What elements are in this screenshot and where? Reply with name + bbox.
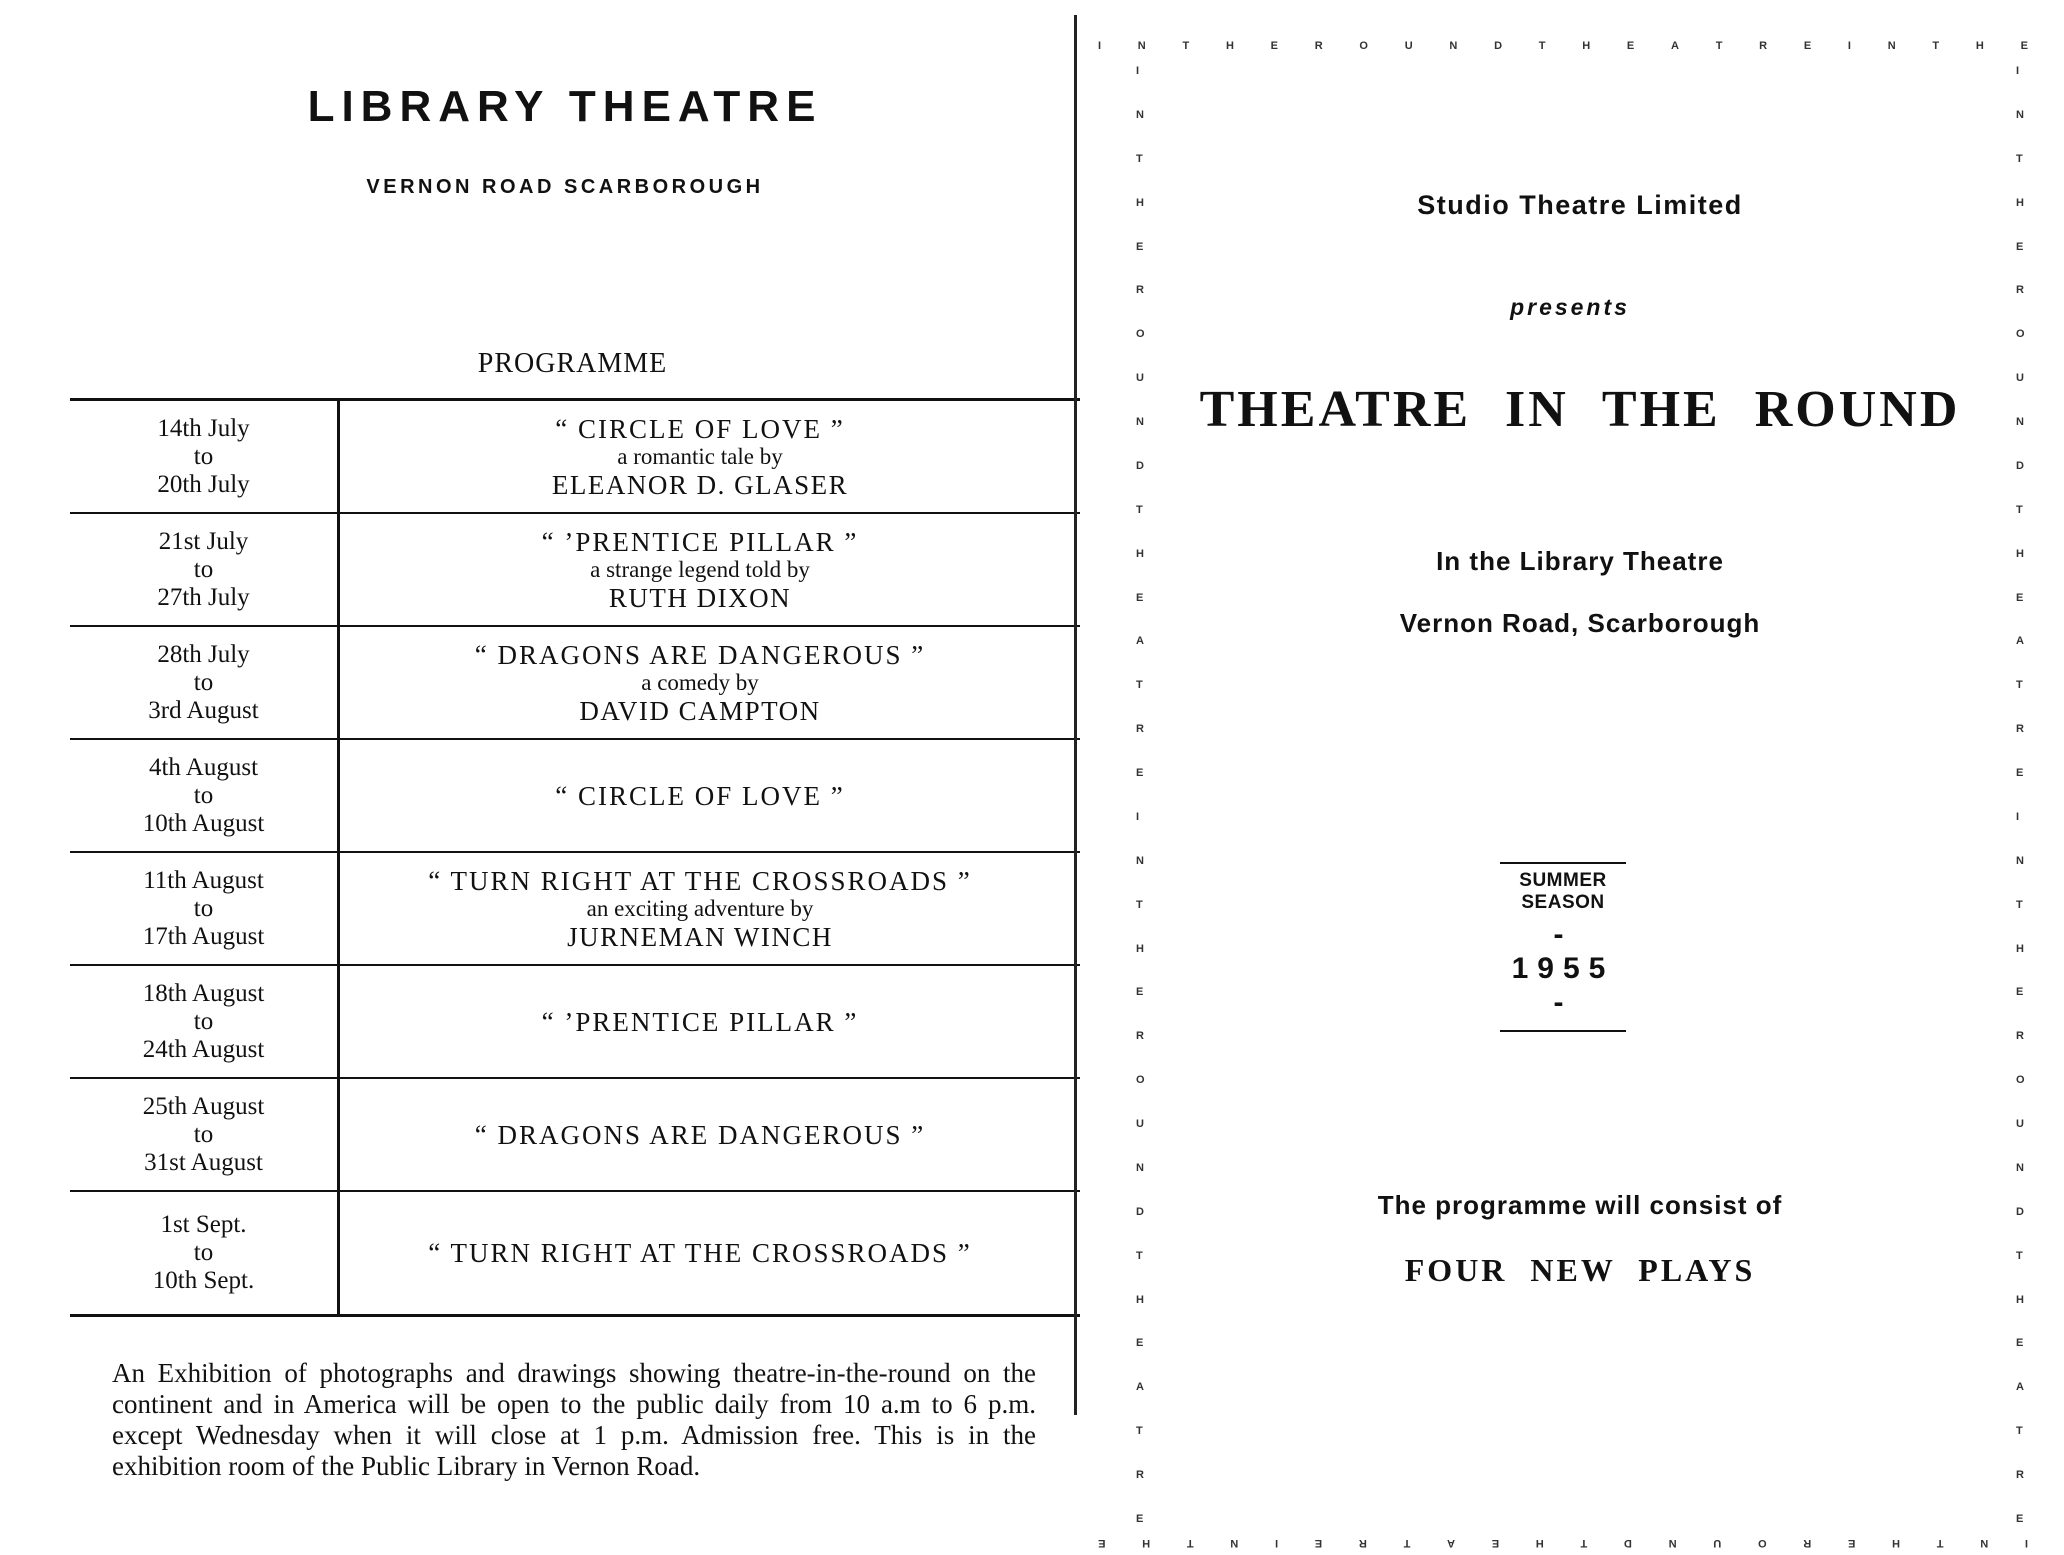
- date-to: 24th August: [142, 1035, 265, 1063]
- play-cell: [340, 966, 1080, 1077]
- border-letter: T: [2016, 679, 2023, 692]
- border-letter: R: [2016, 284, 2024, 297]
- border-letter: U: [1404, 40, 1413, 52]
- border-letter: E: [1314, 1537, 1323, 1549]
- border-letter: H: [2016, 196, 2024, 209]
- schedule-row: [70, 966, 1080, 1079]
- border-letter: T: [1136, 152, 1143, 165]
- border-letter: N: [1980, 1537, 1989, 1549]
- border-letter: H: [1142, 1537, 1151, 1549]
- venue-line: In the Library Theatre: [1436, 546, 1724, 576]
- border-letter: U: [1136, 372, 1144, 385]
- play-cell: [340, 401, 1080, 512]
- date-to: 17th August: [142, 922, 265, 950]
- season-year: - 1955 -: [1511, 918, 1615, 1019]
- play-title: “ ’PRENTICE PILLAR ”: [541, 1006, 859, 1037]
- play-description: a romantic tale by: [617, 443, 783, 469]
- border-letter: N: [2016, 108, 2024, 121]
- border-letter: N: [1449, 40, 1458, 52]
- season-box: [1500, 862, 1626, 1032]
- border-lettering-left: [1136, 65, 1145, 1525]
- border-letter: I: [2024, 1537, 2028, 1549]
- play-author: DAVID CAMPTON: [579, 695, 821, 726]
- border-letter: R: [1358, 1537, 1367, 1549]
- border-letter: U: [1713, 1537, 1722, 1549]
- border-letter: T: [1136, 898, 1143, 911]
- border-letter: R: [1136, 1469, 1144, 1481]
- programme-heading: PROGRAMME: [477, 348, 668, 379]
- border-letter: E: [1136, 986, 1144, 999]
- play-title: “ CIRCLE OF LOVE ”: [555, 413, 845, 444]
- border-letter: D: [2016, 459, 2024, 472]
- date-to: 20th July: [157, 470, 250, 498]
- border-letter: N: [1136, 416, 1144, 428]
- border-letter: E: [2016, 240, 2024, 253]
- border-letter: N: [1136, 1161, 1144, 1174]
- border-letter: A: [2016, 635, 2024, 648]
- play-cell: [340, 514, 1080, 625]
- cover-title: THEATRE IN THE ROUND: [1199, 381, 1961, 438]
- border-letter: A: [1136, 635, 1144, 648]
- border-letter: E: [1848, 1537, 1856, 1549]
- border-letter: R: [1136, 284, 1144, 297]
- play-cell: [340, 740, 1080, 851]
- border-letter: N: [1887, 40, 1896, 52]
- border-letter: T: [1136, 1249, 1143, 1262]
- border-letter: I: [1275, 1537, 1279, 1549]
- border-letter: R: [1314, 40, 1323, 52]
- border-letter: O: [1758, 1537, 1767, 1549]
- play-author: RUTH DIXON: [608, 582, 792, 613]
- schedule-row: [70, 514, 1080, 627]
- border-lettering-right: [2016, 65, 2025, 1525]
- border-letter: H: [1136, 196, 1144, 209]
- schedule-row: [70, 627, 1080, 740]
- border-letter: E: [2016, 591, 2024, 604]
- play-title: “ ’PRENTICE PILLAR ”: [541, 526, 859, 557]
- border-letter: N: [2016, 1161, 2024, 1174]
- border-letter: N: [2016, 854, 2024, 867]
- border-letter: E: [1136, 767, 1144, 779]
- border-letter: O: [1136, 328, 1145, 341]
- border-letter: T: [2016, 503, 2023, 516]
- border-letter: T: [1136, 503, 1143, 516]
- play-title: “ CIRCLE OF LOVE ”: [555, 780, 845, 811]
- consist-line: The programme will consist of: [1377, 1190, 1783, 1220]
- border-letter: I: [1136, 65, 1140, 77]
- border-letter: H: [1975, 40, 1984, 52]
- date-from: 4th August: [148, 753, 259, 781]
- border-letter: O: [1136, 1074, 1145, 1087]
- date-cell: [70, 853, 340, 964]
- play-description: an exciting adventure by: [586, 895, 814, 921]
- date-cell: [70, 740, 340, 851]
- border-letter: R: [1136, 1030, 1144, 1043]
- play-author: JURNEMAN WINCH: [567, 921, 833, 952]
- date-to: 27th July: [157, 583, 250, 611]
- company-name: Studio Theatre Limited: [1417, 190, 1743, 220]
- play-cell: [340, 1192, 1080, 1314]
- border-letter: O: [1359, 40, 1368, 52]
- border-letter: U: [1136, 1118, 1144, 1130]
- border-letter: N: [1136, 108, 1144, 121]
- border-letter: E: [2016, 767, 2024, 779]
- border-letter: E: [1803, 40, 1812, 52]
- border-letter: O: [2016, 328, 2025, 341]
- border-letter: E: [2020, 40, 2028, 52]
- border-letter: D: [2016, 1205, 2024, 1218]
- border-letter: T: [2016, 1425, 2023, 1438]
- border-letter: T: [1136, 1425, 1143, 1438]
- border-letter: I: [1098, 40, 1102, 52]
- border-letter: E: [1270, 40, 1278, 52]
- road-line: Vernon Road, Scarborough: [1399, 608, 1761, 638]
- border-letter: T: [2016, 152, 2023, 165]
- date-to-word: to: [193, 555, 214, 583]
- border-letter: T: [2016, 898, 2023, 911]
- border-letter: H: [1136, 942, 1144, 955]
- schedule-table: [70, 398, 1080, 1317]
- border-letter: T: [1715, 40, 1723, 52]
- border-letter: R: [2016, 1030, 2024, 1043]
- schedule-row: [70, 1192, 1080, 1317]
- border-letter: N: [1136, 854, 1144, 867]
- border-letter: A: [1136, 1381, 1144, 1394]
- border-letter: I: [1847, 40, 1851, 52]
- border-letter: E: [1626, 40, 1635, 52]
- border-letter: U: [2016, 372, 2024, 385]
- play-title: “ TURN RIGHT AT THE CROSSROADS ”: [428, 865, 972, 896]
- border-letter: D: [1136, 1205, 1144, 1218]
- date-to-word: to: [193, 442, 214, 470]
- border-letter: E: [1136, 1337, 1144, 1350]
- border-letter: E: [1136, 1512, 1144, 1525]
- date-to-word: to: [193, 668, 214, 696]
- border-letter: I: [2016, 810, 2020, 823]
- theatre-name: LIBRARY THEATRE: [307, 82, 823, 131]
- date-to-word: to: [193, 781, 214, 809]
- border-letter: T: [1186, 1537, 1194, 1549]
- play-title: “ DRAGONS ARE DANGEROUS ”: [474, 639, 926, 670]
- border-letter: U: [2016, 1118, 2024, 1130]
- date-to: 3rd August: [148, 696, 259, 724]
- border-letter: I: [1136, 810, 1140, 823]
- date-from: 11th August: [143, 866, 264, 894]
- schedule-row: [70, 853, 1080, 966]
- date-cell: [70, 966, 340, 1077]
- border-letter: E: [2016, 1512, 2024, 1525]
- border-letter: T: [1932, 40, 1940, 52]
- date-to: 31st August: [144, 1148, 263, 1176]
- date-to-word: to: [193, 894, 214, 922]
- date-to-word: to: [193, 1239, 214, 1266]
- schedule-row: [70, 740, 1080, 853]
- play-description: a comedy by: [641, 669, 759, 695]
- border-letter: T: [1182, 40, 1190, 52]
- border-letter: I: [2016, 65, 2020, 77]
- date-from: 14th July: [157, 414, 250, 442]
- border-letter: T: [1403, 1537, 1411, 1549]
- border-letter: T: [1580, 1537, 1588, 1549]
- date-cell: [70, 401, 340, 512]
- date-from: 25th August: [142, 1092, 265, 1120]
- date-cell: [70, 1079, 340, 1190]
- border-letter: H: [1892, 1537, 1901, 1549]
- border-letter: H: [1535, 1537, 1544, 1549]
- date-from: 1st Sept.: [160, 1211, 247, 1238]
- border-letter: R: [2016, 1469, 2024, 1481]
- border-letter: T: [1136, 679, 1143, 692]
- border-letter: R: [1759, 40, 1768, 52]
- play-cell: [340, 627, 1080, 738]
- border-letter: N: [1137, 40, 1146, 52]
- play-title: “ DRAGONS ARE DANGEROUS ”: [474, 1119, 926, 1150]
- schedule-row: [70, 1079, 1080, 1192]
- date-to-word: to: [193, 1007, 214, 1035]
- border-letter: E: [1491, 1537, 1500, 1549]
- date-to-word: to: [193, 1120, 214, 1148]
- border-letter: E: [1136, 240, 1144, 253]
- cover-page: [1080, 0, 2064, 1555]
- border-lettering-bottom: [1098, 1537, 2028, 1549]
- border-letter: O: [2016, 1074, 2025, 1087]
- date-to: 10th Sept.: [152, 1267, 255, 1294]
- play-title: “ TURN RIGHT AT THE CROSSROADS ”: [428, 1238, 972, 1268]
- border-letter: D: [1136, 459, 1144, 472]
- border-letter: N: [2016, 416, 2024, 428]
- border-lettering-top: [1098, 40, 2028, 52]
- border-letter: H: [1136, 1293, 1144, 1306]
- border-letter: T: [2016, 1249, 2023, 1262]
- border-letter: E: [1098, 1537, 1106, 1549]
- border-letter: H: [2016, 942, 2024, 955]
- date-cell: [70, 514, 340, 625]
- border-letter: H: [1136, 547, 1144, 560]
- border-letter: H: [2016, 1293, 2024, 1306]
- border-letter: E: [1136, 591, 1144, 604]
- exhibition-note: An Exhibition of photographs and drawings showing theatre-in-the-round on the continent and in America will be open to the public daily from 10 a.m to 6 p.m. except Wednesday when it will close at 1 p.m. Admission free. This is in the exhibition room of the Public Library in Vernon Road.: [112, 1358, 1036, 1481]
- border-letter: T: [1936, 1537, 1944, 1549]
- presents-label: presents: [1510, 294, 1630, 320]
- date-from: 18th August: [142, 979, 265, 1007]
- date-from: 21st July: [158, 527, 249, 555]
- border-letter: N: [1668, 1537, 1677, 1549]
- date-from: 28th July: [157, 640, 250, 668]
- schedule-row: [70, 401, 1080, 514]
- border-letter: N: [1230, 1537, 1239, 1549]
- season-label: SUMMER SEASON: [1519, 870, 1607, 913]
- border-letter: T: [1538, 40, 1546, 52]
- page-divider: [1074, 15, 1077, 1415]
- play-cell: [340, 853, 1080, 964]
- theatre-address: VERNON ROAD SCARBOROUGH: [366, 176, 764, 198]
- border-letter: D: [1623, 1537, 1632, 1549]
- date-cell: [70, 1192, 340, 1314]
- border-letter: E: [2016, 1337, 2024, 1350]
- play-description: a strange legend told by: [590, 556, 810, 582]
- border-letter: A: [2016, 1381, 2024, 1394]
- border-letter: D: [1494, 40, 1503, 52]
- date-cell: [70, 627, 340, 738]
- border-letter: A: [1447, 1537, 1455, 1549]
- date-to: 10th August: [142, 809, 265, 837]
- border-letter: H: [1225, 40, 1234, 52]
- border-letter: H: [1582, 40, 1591, 52]
- border-letter: A: [1671, 40, 1679, 52]
- play-author: ELEANOR D. GLASER: [551, 469, 849, 500]
- border-letter: R: [1136, 723, 1144, 736]
- play-cell: [340, 1079, 1080, 1190]
- border-letter: R: [1803, 1537, 1812, 1549]
- border-letter: R: [2016, 723, 2024, 736]
- border-letter: H: [2016, 547, 2024, 560]
- plays-line: FOUR NEW PLAYS: [1404, 1252, 1756, 1288]
- border-letter: E: [2016, 986, 2024, 999]
